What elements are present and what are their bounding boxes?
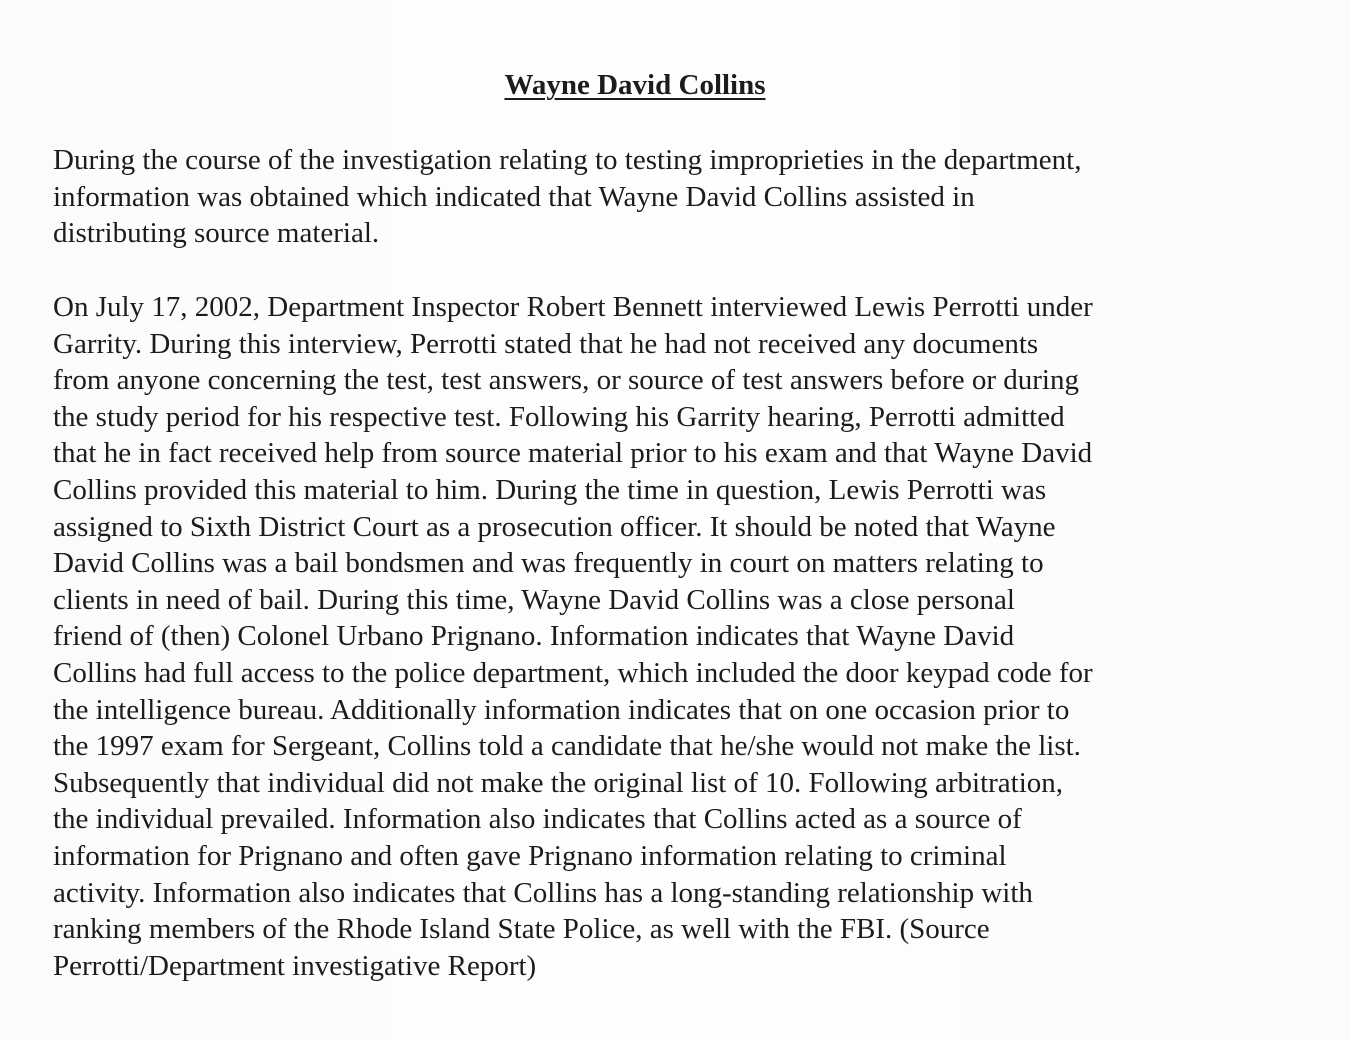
paragraph-details <box>53 289 1293 984</box>
text-line: ranking members of the Rhode Island State Police, as well with the FBI. (Source <box>53 913 990 946</box>
text-line: Collins provided this material to him. During the time in question, Lewis Perrotti was <box>53 473 1047 506</box>
text-line: Garrity. During this interview, Perrotti stated that he had not received any documents <box>53 327 1039 360</box>
text-line: information was obtained which indicated that Wayne David Collins assisted in <box>53 180 975 213</box>
text-line: distributing source material. <box>53 217 380 250</box>
document-title: Wayne David Collins <box>504 69 766 101</box>
text-line: assigned to Sixth District Court as a prosecution officer. It should be noted that Wayne <box>53 510 1056 543</box>
text-line: the intelligence bureau. Additionally information indicates that on one occasion prior to <box>53 693 1070 726</box>
text-line: Subsequently that individual did not make the original list of 10. Following arbitration, <box>53 766 1064 799</box>
text-line: from anyone concerning the test, test answers, or source of test answers before or during <box>53 364 1079 397</box>
text-line: the individual prevailed. Information also indicates that Collins acted as a source of <box>53 803 1022 836</box>
text-line: Perrotti/Department investigative Report) <box>53 949 537 982</box>
paragraph-intro <box>53 142 1293 252</box>
text-line: During the course of the investigation relating to testing improprieties in the department, <box>53 144 1082 176</box>
text-line: friend of (then) Colonel Urbano Prignano. Information indicates that Wayne David <box>53 620 1015 653</box>
text-line: David Collins was a bail bondsmen and was frequently in court on matters relating to <box>53 547 1044 580</box>
text-line: that he in fact received help from source material prior to his exam and that Wayne David <box>53 437 1093 470</box>
text-line: clients in need of bail. During this time, Wayne David Collins was a close personal <box>53 583 1015 616</box>
text-line: Collins had full access to the police department, which included the door keypad code for <box>53 656 1093 689</box>
text-line: the 1997 exam for Sergeant, Collins told a candidate that he/she would not make the list. <box>53 730 1081 763</box>
text-line: On July 17, 2002, Department Inspector Robert Bennett interviewed Lewis Perrotti under <box>53 291 1093 323</box>
text-line: the study period for his respective test. Following his Garrity hearing, Perrotti admitted <box>53 400 1065 433</box>
text-line: activity. Information also indicates that Collins has a long-standing relationship with <box>53 876 1033 909</box>
text-line: information for Prignano and often gave Prignano information relating to criminal <box>53 839 1007 872</box>
